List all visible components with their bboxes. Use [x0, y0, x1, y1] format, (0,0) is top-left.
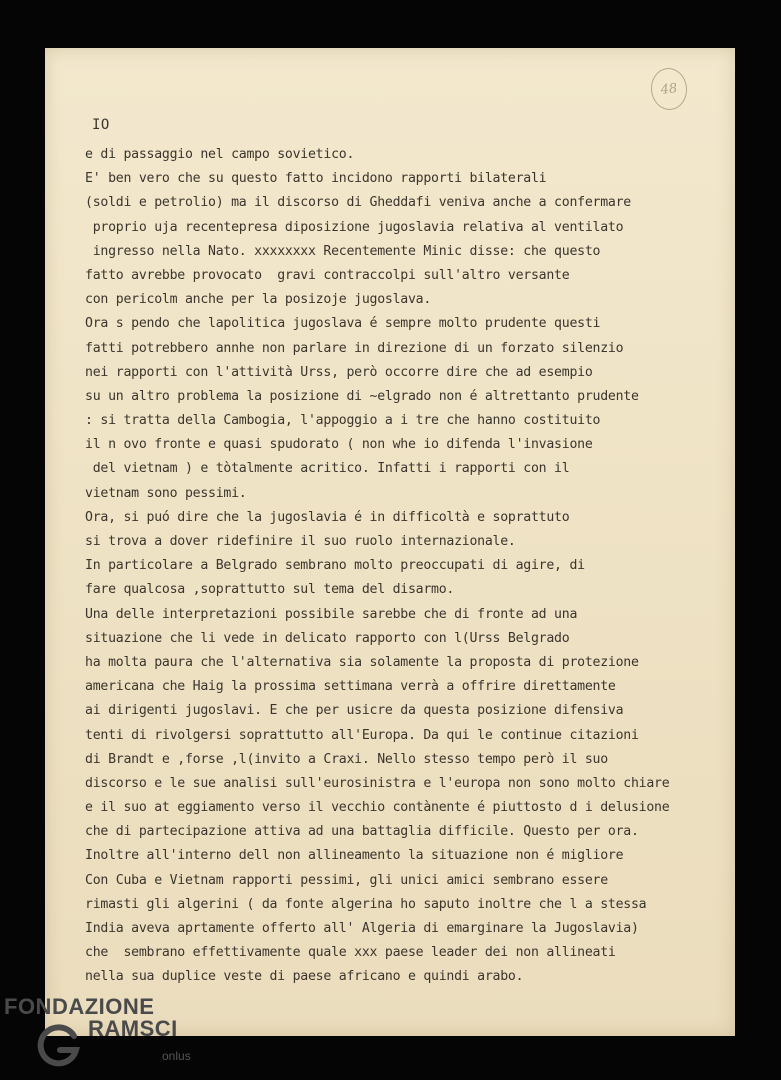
text-line: e il suo at eggiamento verso il vecchio contànente é piuttosto d i delusione: [85, 800, 670, 816]
text-line: rimasti gli algerini ( da fonte algerina ho saputo inoltre che l a stessa: [85, 896, 647, 912]
text-line: discorso e le sue analisi sull'eurosinistra e l'europa non sono molto chiare: [85, 775, 670, 791]
text-line: E' ben vero che su questo fatto incidono rapporti bilaterali: [85, 171, 547, 187]
text-line: nella sua duplice veste di paese africano e quindi arabo.: [85, 969, 524, 985]
text-line: nei rapporti con l'attività Urss, però occorre dire che ad esempio: [85, 364, 593, 380]
text-line: del vietnam ) e tòtalmente acritico. Infatti i rapporti con il: [85, 461, 570, 477]
text-line: Una delle interpretazioni possibile sarebbe che di fronte ad una: [85, 606, 578, 622]
text-line: tenti di rivolgersi soprattutto all'Europa. Da qui le continue citazioni: [85, 727, 639, 743]
text-line: ai dirigenti jugoslavi. E che per usicre da questa posizione difensiva: [85, 703, 624, 719]
watermark-sub: onlus: [162, 1049, 191, 1063]
text-line: si trova a dover ridefinire il suo ruolo internazionale.: [85, 534, 516, 549]
typed-text: [85, 143, 735, 990]
text-line: fare qualcosa ,soprattutto sul tema del disarmo.: [85, 582, 455, 598]
fondazione-gramsci-watermark: [4, 992, 204, 1077]
text-line: : si tratta della Cambogia, l'appoggio a i tre che hanno costituito: [85, 413, 601, 429]
text-line: Ora, si puó dire che la jugoslavia é in difficoltà e soprattuto: [85, 509, 570, 525]
archive-stamp: [649, 66, 689, 112]
text-line: su un altro problema la posizione di ~elgrado non é altrettanto prudente: [85, 388, 639, 404]
text-line: (soldi e petrolio) ma il discorso di Gheddafi veniva anche a confermare: [85, 195, 631, 211]
text-line: e di passaggio nel campo sovietico.: [85, 147, 355, 162]
stamp-number: 48: [659, 80, 679, 98]
text-line: Inoltre all'interno dell non allineamento la situazione non é migliore: [85, 848, 624, 864]
text-line: con pericolm anche per la posizoje jugoslava.: [85, 292, 432, 308]
text-line: il n ovo fronte e quasi spudorato ( non whe io difenda l'invasione: [85, 437, 593, 453]
text-line: che di partecipazione attiva ad una battaglia difficile. Questo per ora.: [85, 824, 639, 840]
text-line: fatti potrebbero annhe non parlare in direzione di un forzato silenzio: [85, 340, 624, 356]
document-page: [45, 48, 735, 1036]
text-line: di Brandt e ,forse ,l(invito a Craxi. Nello stesso tempo però il suo: [85, 751, 608, 767]
text-line: ha molta paura che l'alternativa sia solamente la proposta di protezione: [85, 654, 639, 670]
page-number: IO: [92, 117, 110, 133]
text-line: India aveva aprtamente offerto all' Algeria di emarginare la Jugoslavia): [85, 921, 639, 936]
text-line: In particolare a Belgrado sembrano molto preoccupati di agire, di: [85, 558, 585, 574]
text-line: situazione che li vede in delicato rapporto con l(Urss Belgrado: [85, 630, 570, 646]
text-line: Con Cuba e Vietnam rapporti pessimi, gli unici amici sembrano essere: [85, 872, 608, 888]
watermark-line-2: RAMSCI: [88, 1016, 178, 1041]
gramsci-g-icon: [34, 1022, 82, 1070]
text-line: proprio uja recentepresa diposizione jugoslavia relativa al ventilato: [85, 219, 624, 235]
watermark-line-1: FONDAZIONE: [4, 994, 155, 1019]
text-line: ingresso nella Nato. xxxxxxxx Recentemente Minic disse: che questo: [85, 243, 601, 259]
text-line: vietnam sono pessimi.: [85, 485, 247, 501]
text-line: che sembrano effettivamente quale xxx paese leader dei non allineati: [85, 945, 616, 961]
text-line: americana che Haig la prossima settimana verrà a offrire direttamente: [85, 679, 616, 695]
text-line: fatto avrebbe provocato gravi contraccolpi sull'altro versante: [85, 267, 570, 283]
text-line: Ora s pendo che lapolitica jugoslava é sempre molto prudente questi: [85, 316, 601, 332]
